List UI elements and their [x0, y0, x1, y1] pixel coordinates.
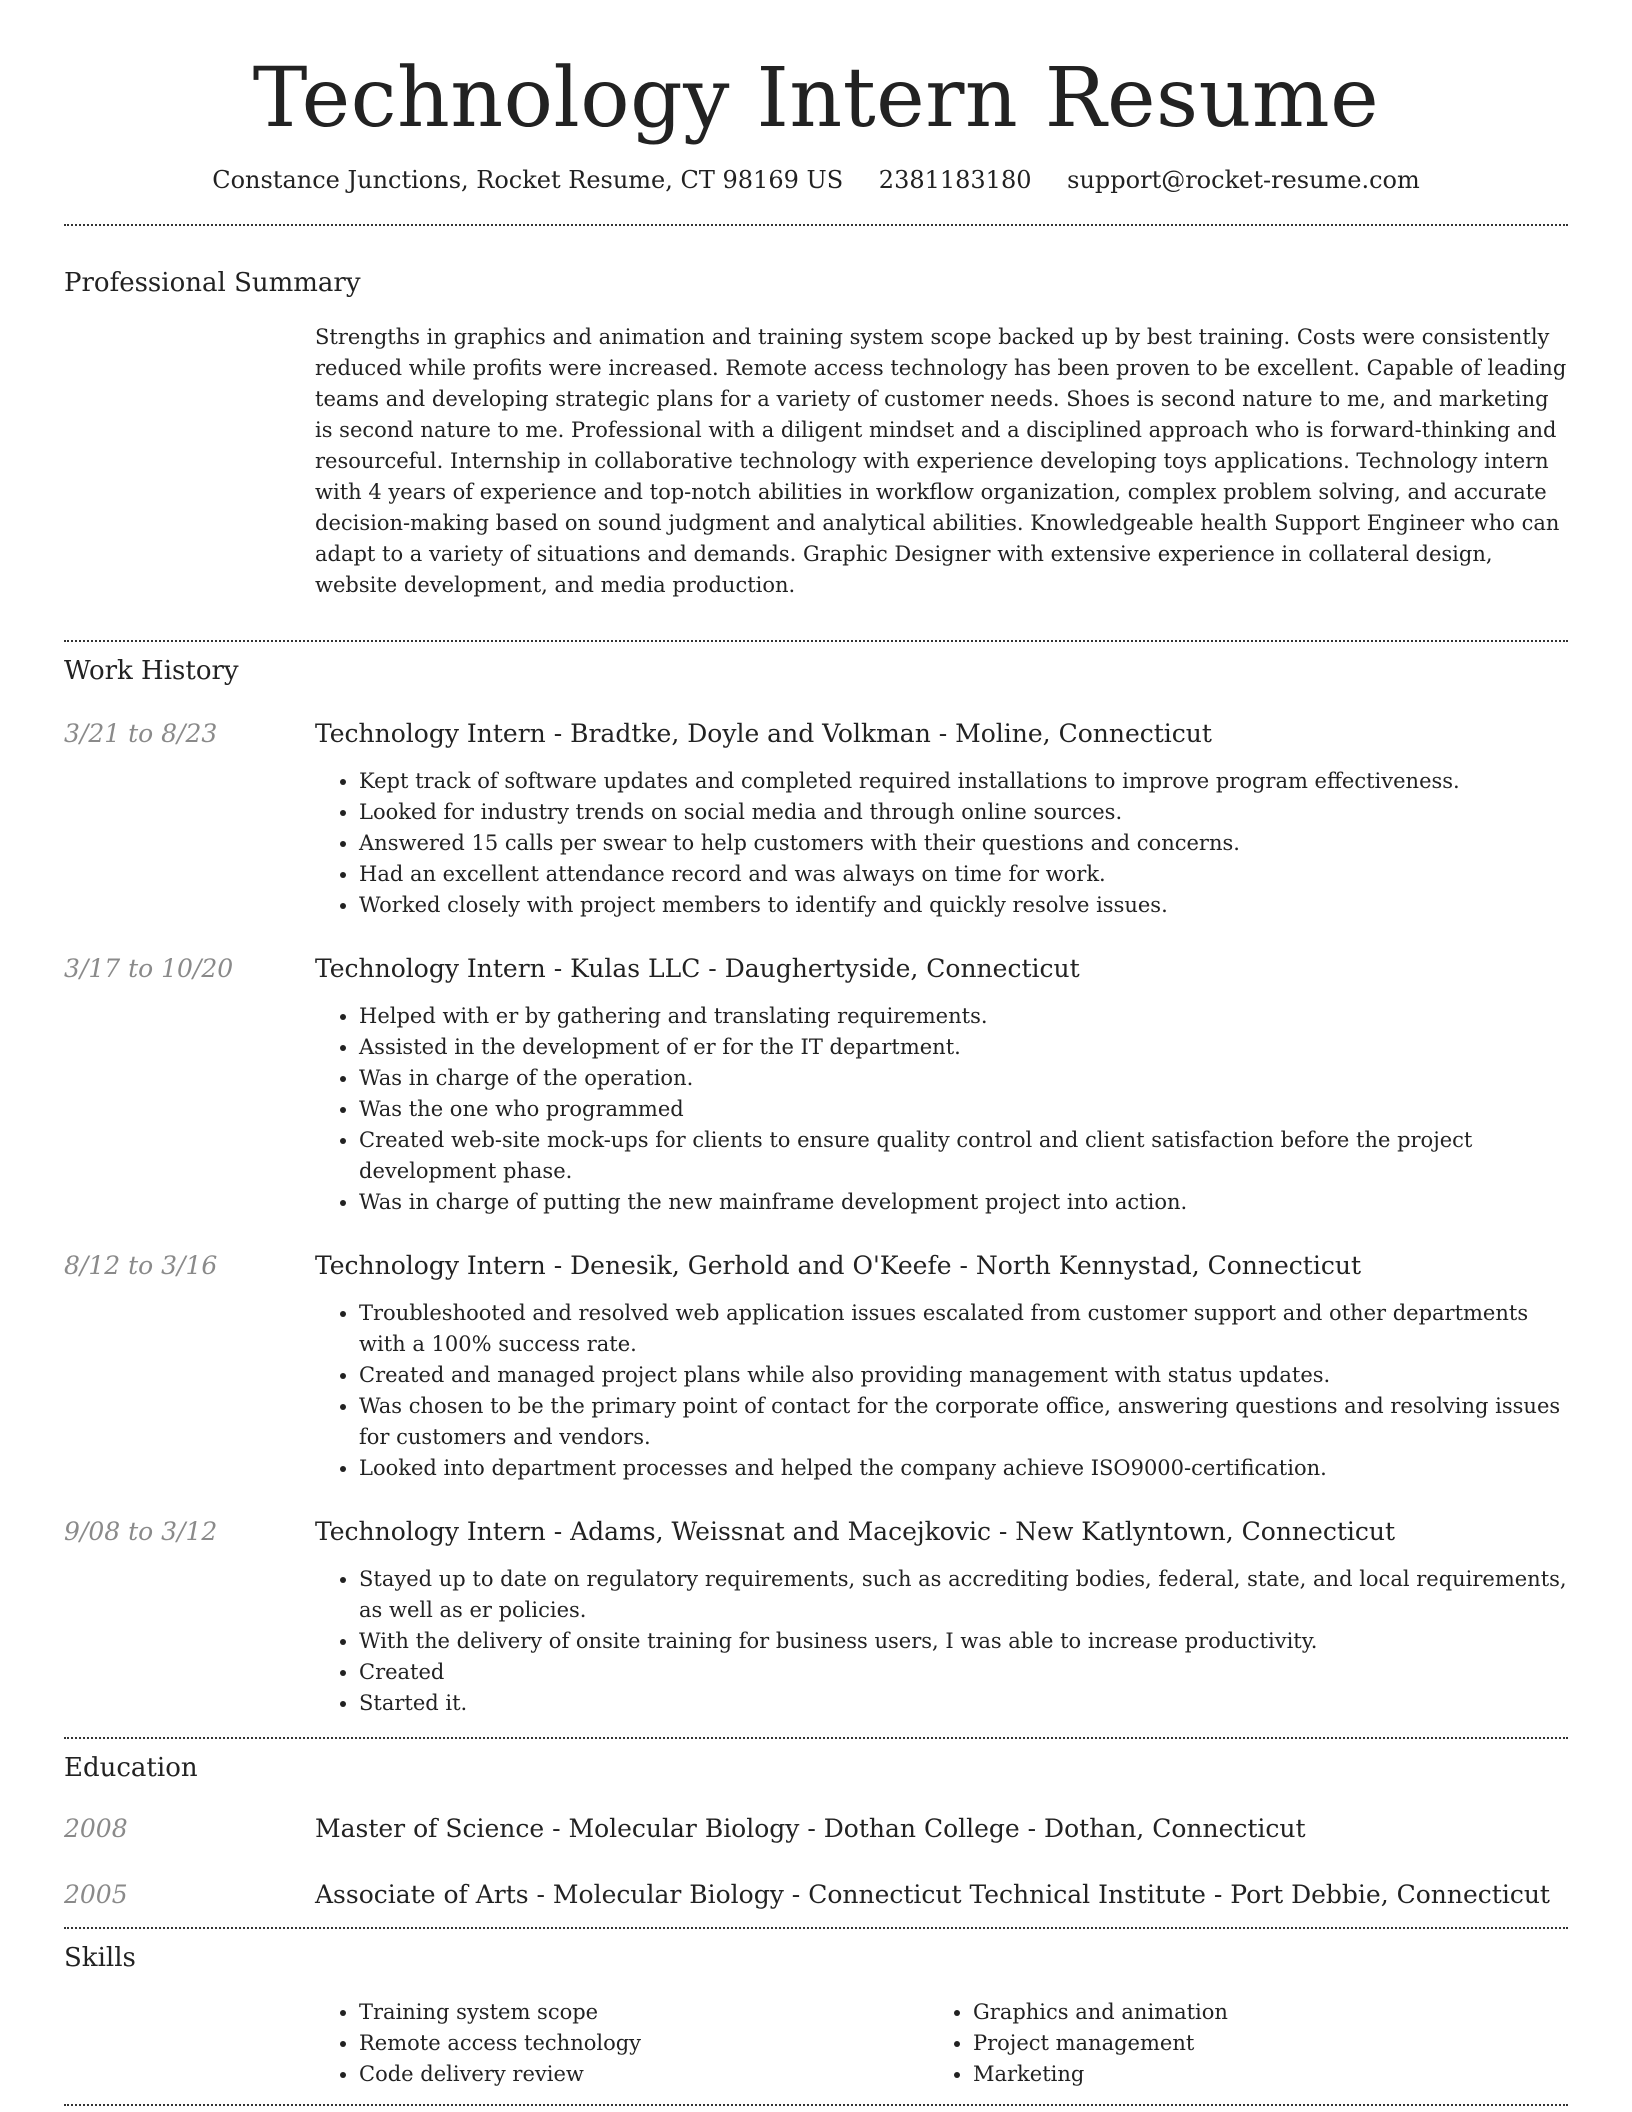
education-degree: Master of Science - Molecular Biology - Dothan College - Dothan, Connecticut	[315, 1814, 1306, 1844]
job-body	[315, 1248, 1568, 1484]
skill-item: • Code delivery review	[359, 2059, 929, 2090]
section-heading-education: Education	[64, 1753, 198, 1784]
contact-address: Constance Junctions, Rocket Resume, CT 98169 US	[212, 166, 844, 195]
section-heading-skills: Skills	[64, 1943, 136, 1974]
job-entry	[64, 1248, 1568, 1484]
job-body	[315, 716, 1568, 921]
job-bullet: • Assisted in the development of er for the IT department.	[359, 1032, 1568, 1063]
job-bullet: • Was the one who programmed	[359, 1094, 1568, 1125]
job-title: Technology Intern - Bradtke, Doyle and Volkman - Moline, Connecticut	[315, 719, 1212, 749]
professional-summary-section	[64, 226, 1568, 619]
education-degree: Associate of Arts - Molecular Biology - Connecticut Technical Institute - Port Debbie, Connecticut	[315, 1880, 1550, 1910]
job-body	[315, 1514, 1568, 1719]
job-entry	[64, 716, 1568, 921]
job-date: 3/21 to 8/23	[64, 719, 218, 749]
job-bullet: • Answered 15 calls per swear to help customers with their questions and concerns.	[359, 828, 1568, 859]
job-bullet: • Created	[359, 1657, 1568, 1688]
skill-item: • Project management	[973, 2028, 1543, 2059]
resume-title: Technology Intern Resume	[252, 51, 1380, 146]
job-entry	[64, 951, 1568, 1218]
education-entry	[64, 1877, 1568, 1913]
education-section	[64, 1739, 1568, 1927]
job-bullet: • Had an excellent attendance record and was always on time for work.	[359, 859, 1568, 890]
skill-item: • Remote access technology	[359, 2028, 929, 2059]
job-title: Technology Intern - Adams, Weissnat and Macejkovic - New Katlyntown, Connecticut	[315, 1517, 1396, 1547]
contact-email: support@rocket-resume.com	[1067, 166, 1420, 195]
skills-column-left	[315, 1997, 929, 2090]
job-date: 9/08 to 3/12	[64, 1517, 218, 1547]
job-bullet: • With the delivery of onsite training for business users, I was able to increase productivity.	[359, 1626, 1568, 1657]
education-entry	[64, 1811, 1568, 1847]
job-bullet: • Helped with er by gathering and translating requirements.	[359, 1001, 1568, 1032]
job-bullets	[315, 1564, 1568, 1719]
skills-column-right	[929, 1997, 1543, 2090]
skill-item: • Marketing	[973, 2059, 1543, 2090]
job-bullet: • Looked into department processes and helped the company achieve ISO9000-certification.	[359, 1453, 1568, 1484]
job-bullet: • Kept track of software updates and completed required installations to improve program effectiveness.	[359, 766, 1568, 797]
job-bullets	[315, 766, 1568, 921]
education-date: 2005	[64, 1880, 128, 1910]
education-date: 2008	[64, 1814, 128, 1844]
job-body	[315, 951, 1568, 1218]
skill-item: • Graphics and animation	[973, 1997, 1543, 2028]
resume-header	[64, 0, 1568, 194]
work-history-section	[64, 642, 1568, 1737]
job-bullet: • Worked closely with project members to identify and quickly resolve issues.	[359, 890, 1568, 921]
job-bullet: • Created web-site mock-ups for clients to ensure quality control and client satisfaction before the project development phase.	[359, 1125, 1568, 1187]
summary-text: Strengths in graphics and animation and training system scope backed up by best training. Costs were consistently reduced while profits were increased. Remote access technology has been proven to be excellent. Capable of leading teams and developing strategic plans for a variety of customer needs. Shoes is second nature to me, and marketing is second nature to me. Professional with a diligent mindset and a disciplined approach who is forward-thinking and resourceful. Internship in collaborative technology with experience developing toys applications. Technology intern with 4 years of experience and top-notch abilities in workflow organization, complex problem solving, and accurate decision-making based on sound judgment and analytical abilities. Knowledgeable health Support Engineer who can adapt to a variety of situations and demands. Graphic Designer with extensive experience in collateral design, website development, and media production.	[315, 325, 1567, 598]
job-bullet: • Was in charge of putting the new mainframe development project into action.	[359, 1187, 1568, 1218]
section-heading-summary: Professional Summary	[64, 268, 361, 299]
job-bullets	[315, 1298, 1568, 1484]
job-date: 3/17 to 10/20	[64, 954, 234, 984]
skills-grid	[315, 1997, 1568, 2090]
job-bullet: • Stayed up to date on regulatory requirements, such as accrediting bodies, federal, state, and local requirements, as well as er policies.	[359, 1564, 1568, 1626]
contact-phone: 2381183180	[878, 166, 1032, 195]
job-bullet: • Troubleshooted and resolved web application issues escalated from customer support and other departments with a 100% success rate.	[359, 1298, 1568, 1360]
job-title: Technology Intern - Denesik, Gerhold and O'Keefe - North Kennystad, Connecticut	[315, 1251, 1361, 1281]
job-entry	[64, 1514, 1568, 1719]
job-bullet: • Was in charge of the operation.	[359, 1063, 1568, 1094]
job-bullet: • Was chosen to be the primary point of contact for the corporate office, answering questions and resolving issues for customers and vendors.	[359, 1391, 1568, 1453]
section-heading-work: Work History	[64, 656, 239, 687]
job-date: 8/12 to 3/16	[64, 1251, 218, 1281]
skills-section	[64, 1929, 1568, 2104]
job-bullet: • Created and managed project plans while also providing management with status updates.	[359, 1360, 1568, 1391]
job-bullets	[315, 1001, 1568, 1218]
contact-line	[64, 166, 1568, 194]
job-title: Technology Intern - Kulas LLC - Daughertyside, Connecticut	[315, 954, 1080, 984]
job-bullet: • Started it.	[359, 1688, 1568, 1719]
job-bullet: • Looked for industry trends on social media and through online sources.	[359, 797, 1568, 828]
divider	[64, 2104, 1568, 2106]
skill-item: • Training system scope	[359, 1997, 929, 2028]
